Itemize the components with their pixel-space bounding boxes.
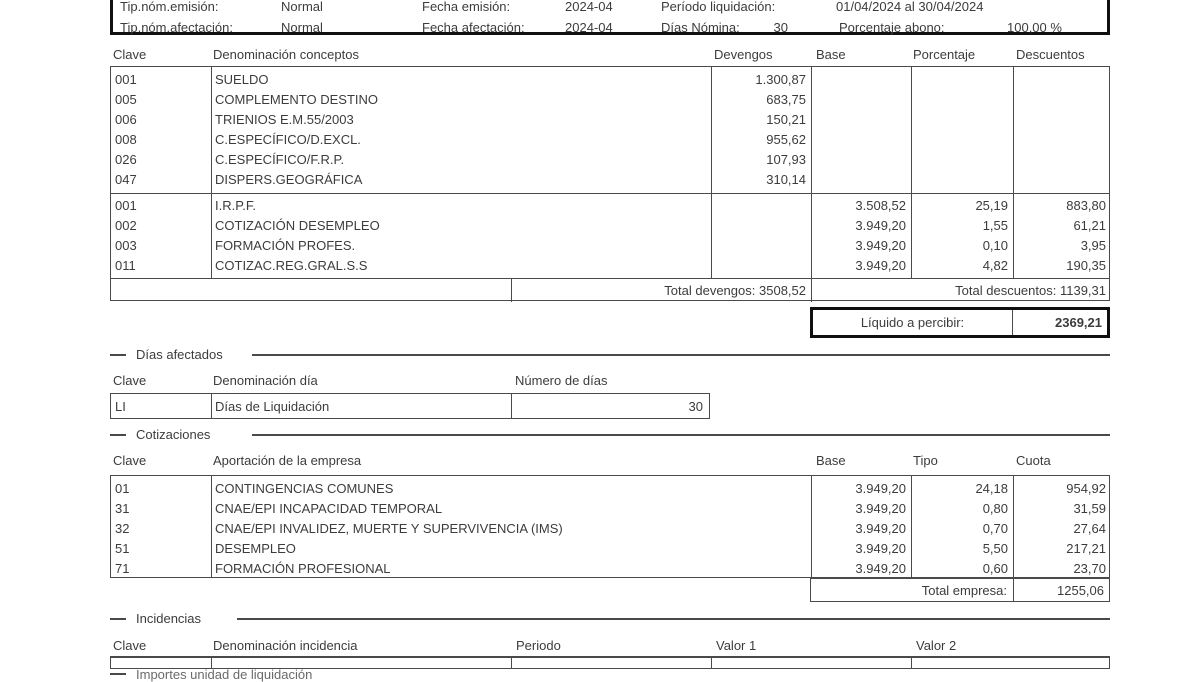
earning-devengo: 150,21 [766, 112, 806, 127]
cotizacion-clave: 31 [115, 501, 130, 516]
section-rule [252, 354, 1110, 356]
deduction-porcentaje: 1,55 [982, 218, 1008, 233]
cotizacion-tipo: 0,60 [982, 561, 1008, 576]
deduction-clave: 003 [115, 238, 137, 253]
deduction-descuento: 883,80 [1066, 198, 1106, 213]
cotizaciones-table [110, 475, 1110, 578]
column-header-clave: Clave [113, 453, 147, 468]
column-header-periodo: Periodo [516, 638, 561, 653]
table-divider [711, 658, 712, 668]
cotizacion-base: 3.949,20 [855, 501, 906, 516]
earning-devengo: 1.300,87 [755, 72, 806, 87]
total-descuentos [813, 284, 1106, 298]
table-divider [1012, 310, 1013, 335]
cotizacion-base: 3.949,20 [855, 541, 906, 556]
section-rule [237, 618, 1110, 620]
table-divider [1013, 579, 1014, 601]
column-header-clave: Clave [113, 638, 147, 653]
meta-label: Tip.nóm.afectación: [120, 20, 233, 35]
column-header-base: Base [816, 47, 846, 62]
table-divider [511, 394, 512, 418]
meta-value: 30 [773, 20, 788, 35]
cotizacion-tipo: 24,18 [975, 481, 1008, 496]
cotizacion-clave: 32 [115, 521, 130, 536]
column-header-devengos: Devengos [714, 47, 773, 62]
meta-label: Tip.nóm.emisión: [120, 0, 219, 14]
table-divider [511, 278, 512, 302]
earning-devengo: 107,93 [766, 152, 806, 167]
table-divider [911, 658, 912, 668]
cotizacion-tipo: 0,70 [982, 521, 1008, 536]
deduction-base: 3.508,52 [855, 198, 906, 213]
meta-value: Normal [281, 20, 323, 35]
liquido-box [810, 307, 1110, 338]
cotizacion-name: CNAE/EPI INCAPACIDAD TEMPORAL [215, 501, 443, 516]
deduction-base: 3.949,20 [855, 258, 906, 273]
column-header-clave: Clave [113, 373, 147, 388]
table-divider [811, 67, 812, 302]
earning-name: TRIENIOS E.M.55/2003 [215, 112, 354, 127]
earning-name: DISPERS.GEOGRÁFICA [215, 172, 363, 187]
cotizacion-clave: 71 [115, 561, 130, 576]
cotizacion-base: 3.949,20 [855, 521, 906, 536]
cotizacion-name: CNAE/EPI INVALIDEZ, MUERTE Y SUPERVIVENCIA (IMS) [215, 521, 563, 536]
earning-clave: 006 [115, 112, 137, 127]
earning-name: SUELDO [215, 72, 269, 87]
section-title-incidencias: Incidencias [136, 611, 202, 626]
cotizacion-name: FORMACIÓN PROFESIONAL [215, 561, 391, 576]
column-header-base: Base [816, 453, 846, 468]
table-divider [111, 278, 1109, 279]
meta-box [110, 0, 1110, 35]
deduction-clave: 011 [115, 258, 136, 273]
column-header-aportacion: Aportación de la empresa [213, 453, 362, 468]
dia-name: Días de Liquidación [215, 399, 330, 414]
meta-value: 2024-04 [565, 20, 613, 35]
dia-numero: 30 [688, 399, 703, 414]
deduction-porcentaje: 25,19 [975, 198, 1008, 213]
cotizacion-name: CONTINGENCIAS COMUNES [215, 481, 394, 496]
meta-label: Fecha emisión: [422, 0, 511, 14]
column-header-clave: Clave [113, 47, 147, 62]
section-dash [110, 434, 126, 436]
table-divider [211, 394, 212, 418]
deduction-descuento: 3,95 [1080, 238, 1106, 253]
section-dash [110, 354, 126, 356]
table-divider [211, 476, 212, 577]
section-title-dias-afectados: Días afectados [136, 347, 223, 362]
table-divider [811, 476, 812, 577]
total-empresa-label: Total empresa: [921, 583, 1007, 598]
meta-label: Período liquidación: [661, 0, 776, 14]
table-divider [911, 67, 912, 278]
column-header-denominacion-incidencia: Denominación incidencia [213, 638, 358, 653]
meta-value: 01/04/2024 al 30/04/2024 [836, 0, 984, 14]
meta-value: 2024-04 [565, 0, 613, 14]
column-header-numero-dias: Número de días [515, 373, 608, 388]
deduction-base: 3.949,20 [855, 238, 906, 253]
earning-name: C.ESPECÍFICO/F.R.P. [215, 152, 345, 167]
cotizacion-clave: 01 [115, 481, 130, 496]
earning-clave: 026 [115, 152, 137, 167]
earning-clave: 005 [115, 92, 137, 107]
deduction-descuento: 61,21 [1073, 218, 1106, 233]
earning-clave: 047 [115, 172, 137, 187]
deduction-name: FORMACIÓN PROFES. [215, 238, 356, 253]
total-devengos-value: 3508,52 [759, 283, 806, 298]
earning-name: C.ESPECÍFICO/D.EXCL. [215, 132, 361, 147]
cotizacion-cuota: 954,92 [1066, 481, 1106, 496]
column-header-cuota: Cuota [1016, 453, 1051, 468]
liquido-value: 2369,21 [1055, 315, 1102, 330]
total-empresa-value: 1255,06 [1057, 583, 1104, 598]
cotizacion-base: 3.949,20 [855, 481, 906, 496]
section-rule [252, 434, 1110, 436]
table-divider [211, 67, 212, 278]
cotizacion-clave: 51 [115, 541, 130, 556]
total-descuentos-value: 1139,31 [1059, 283, 1106, 298]
total-devengos-label: Total devengos: [664, 283, 756, 298]
deduction-porcentaje: 4,82 [982, 258, 1008, 273]
deduction-clave: 001 [115, 198, 137, 213]
cotizacion-name: DESEMPLEO [215, 541, 296, 556]
deduction-descuento: 190,35 [1066, 258, 1106, 273]
meta-label: Fecha afectación: [422, 20, 525, 35]
deduction-clave: 002 [115, 218, 137, 233]
column-header-denominacion-dia: Denominación día [213, 373, 318, 388]
section-title-partial: Importes unidad de liquidación [136, 667, 313, 682]
cotizacion-cuota: 217,21 [1066, 541, 1106, 556]
column-header-valor2: Valor 2 [916, 638, 957, 653]
cotizacion-tipo: 0,80 [982, 501, 1008, 516]
column-header-valor1: Valor 1 [716, 638, 757, 653]
earning-name: COMPLEMENTO DESTINO [215, 92, 379, 107]
concepts-table [110, 66, 1110, 301]
table-divider [511, 658, 512, 668]
column-header-descuentos: Descuentos [1016, 47, 1085, 62]
cotizacion-cuota: 27,64 [1073, 521, 1106, 536]
table-divider [111, 193, 1109, 194]
deduction-name: COTIZAC.REG.GRAL.S.S [215, 258, 368, 273]
cotizacion-cuota: 23,70 [1073, 561, 1106, 576]
table-divider [911, 476, 912, 577]
meta-value: Normal [281, 0, 323, 14]
section-title-cotizaciones: Cotizaciones [136, 427, 211, 442]
total-descuentos-label: Total descuentos: [955, 283, 1057, 298]
column-header-porcentaje: Porcentaje [913, 47, 976, 62]
table-divider [1013, 67, 1014, 278]
total-empresa-box [810, 578, 1110, 602]
earning-devengo: 310,14 [766, 172, 806, 187]
meta-value: 100,00 % [1007, 20, 1062, 35]
cotizacion-cuota: 31,59 [1073, 501, 1106, 516]
deduction-name: COTIZACIÓN DESEMPLEO [215, 218, 380, 233]
earning-devengo: 683,75 [766, 92, 806, 107]
deduction-name: I.R.P.F. [215, 198, 256, 213]
table-divider [711, 67, 712, 278]
section-dash [110, 618, 126, 620]
dia-clave: LI [115, 399, 126, 414]
earning-clave: 001 [115, 72, 137, 87]
earning-devengo: 955,62 [766, 132, 806, 147]
deduction-porcentaje: 0,10 [982, 238, 1008, 253]
deduction-base: 3.949,20 [855, 218, 906, 233]
cotizacion-base: 3.949,20 [855, 561, 906, 576]
table-divider [1013, 476, 1014, 577]
cotizacion-tipo: 5,50 [982, 541, 1008, 556]
column-header-denominacion: Denominación conceptos [213, 47, 359, 62]
earning-clave: 008 [115, 132, 137, 147]
meta-label: Porcentaje abono: [839, 20, 945, 35]
total-devengos [513, 284, 806, 298]
liquido-label: Líquido a percibir: [860, 315, 965, 330]
dias-afectados-table [110, 393, 710, 419]
column-header-tipo: Tipo [913, 453, 938, 468]
meta-label: Días Nómina: [661, 20, 740, 35]
